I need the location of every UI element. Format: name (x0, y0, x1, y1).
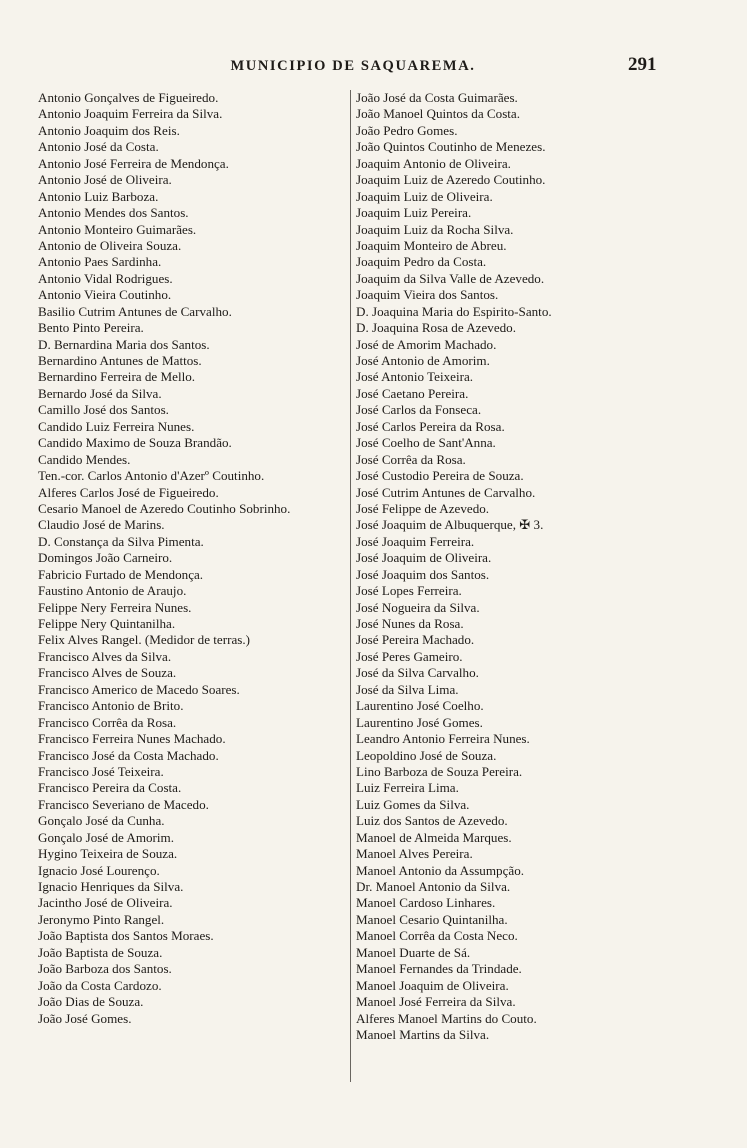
list-item: Antonio José da Costa. (38, 139, 159, 155)
list-item: Candido Luiz Ferreira Nunes. (38, 418, 195, 434)
list-item: D. Bernardina Maria dos Santos. (38, 336, 210, 352)
list-item: Manoel Corrêa da Costa Neco. (356, 928, 518, 944)
list-item: Joaquim Pedro da Costa. (356, 254, 487, 270)
list-item: Laurentino José Gomes. (356, 714, 483, 730)
list-item: Faustino Antonio de Araujo. (38, 583, 187, 599)
list-item: João Baptista de Souza. (38, 944, 163, 960)
list-item: José Caetano Pereira. (356, 385, 469, 401)
list-item: Luiz Ferreira Lima. (356, 780, 459, 796)
list-item: Joaquim Antonio de Oliveira. (356, 155, 511, 171)
list-item: D. Constança da Silva Pimenta. (38, 533, 204, 549)
list-item: José da Silva Lima. (356, 681, 459, 697)
list-item: José Corrêa da Rosa. (356, 451, 466, 467)
list-item: José Antonio Teixeira. (356, 369, 474, 385)
list-item: João da Costa Cardozo. (38, 977, 162, 993)
list-item: José Joaquim dos Santos. (356, 566, 490, 582)
list-item: Bernardo José da Silva. (38, 385, 162, 401)
list-item: Jeronymo Pinto Rangel. (38, 911, 165, 927)
list-item: Ignacio José Lourenço. (38, 862, 160, 878)
list-item: José Nunes da Rosa. (356, 616, 464, 631)
list-item: Lino Barboza de Souza Pereira. (356, 763, 523, 779)
page-number: 291 (628, 54, 657, 75)
list-item: Claudio José de Marins. (38, 517, 165, 533)
list-item: Hygino Teixeira de Souza. (38, 846, 178, 862)
list-item: Francisco Alves de Souza. (38, 665, 177, 681)
list-item: D. Joaquina Rosa de Azevedo. (356, 320, 516, 336)
running-title: MUNICIPIO DE SAQUAREMA. (230, 58, 476, 74)
list-item: José Coelho de Sant'Anna. (356, 435, 496, 451)
list-item: Ten.-cor. Carlos Antonio d'Azerº Coutinho. (38, 468, 265, 484)
list-item: Antonio Vieira Coutinho. (38, 287, 172, 303)
list-item: Bento Pinto Pereira. (38, 320, 144, 336)
list-item: Bernardino Antunes de Mattos. (38, 353, 202, 368)
list-item: Felix Alves Rangel. (Medidor de terras.) (38, 632, 250, 648)
list-item: José Custodio Pereira de Souza. (356, 468, 524, 484)
list-item: José Antonio de Amorim. (356, 353, 490, 368)
list-item: José Joaquim Ferreira. (356, 533, 475, 549)
list-item: Manoel Joaquim de Oliveira. (356, 977, 509, 993)
list-item: Antonio José Ferreira de Mendonça. (38, 155, 229, 171)
list-item: Candido Mendes. (38, 451, 131, 467)
list-item: Alferes Manoel Martins do Couto. (356, 1010, 537, 1026)
list-item: Luiz dos Santos de Azevedo. (356, 813, 508, 829)
list-item: Francisco Alves da Silva. (38, 648, 172, 664)
list-item: Francisco Americo de Macedo Soares. (38, 681, 240, 697)
list-item: Francisco Antonio de Brito. (38, 698, 184, 714)
list-item: Francisco Ferreira Nunes Machado. (38, 731, 226, 747)
list-item: Antonio Monteiro Guimarães. (38, 221, 197, 237)
list-item: Joaquim Luiz da Rocha Silva. (356, 221, 514, 237)
list-item: Antonio Joaquim dos Reis. (38, 122, 180, 138)
list-item: José Joaquim de Albuquerque, ✠ 3. (356, 517, 544, 533)
list-item: Manoel Alves Pereira. (356, 846, 473, 862)
list-item: Gonçalo José da Cunha. (38, 813, 165, 829)
list-item: Felippe Nery Ferreira Nunes. (38, 599, 192, 615)
list-item: João Manoel Quintos da Costa. (356, 106, 521, 122)
list-item: Manoel Martins da Silva. (356, 1026, 490, 1042)
list-item: Antonio Mendes dos Santos. (38, 205, 189, 221)
list-item: José Carlos da Fonseca. (356, 402, 482, 418)
list-item: Camillo José dos Santos. (38, 402, 169, 418)
list-item: João José Gomes. (38, 1010, 132, 1026)
list-item: José Cutrim Antunes de Carvalho. (356, 484, 536, 500)
page-header (0, 54, 747, 80)
list-item: Joaquim Luiz Pereira. (356, 205, 472, 221)
list-item: Francisco José Teixeira. (38, 763, 164, 779)
list-item: Alferes Carlos José de Figueiredo. (38, 484, 219, 500)
list-item: Cesario Manoel de Azeredo Coutinho Sobrinho. (38, 500, 291, 516)
list-item: Francisco Corrêa da Rosa. (38, 714, 177, 730)
list-item: João Barboza dos Santos. (38, 961, 172, 977)
list-item: Antonio Luiz Barboza. (38, 188, 159, 204)
list-item: João Baptista dos Santos Moraes. (38, 928, 214, 944)
list-item: Joaquim Vieira dos Santos. (356, 287, 499, 303)
list-item: Manoel Antonio da Assumpção. (356, 862, 525, 878)
list-item: José Joaquim de Oliveira. (356, 550, 492, 566)
list-item: Gonçalo José de Amorim. (38, 829, 175, 845)
list-item: Leandro Antonio Ferreira Nunes. (356, 731, 530, 747)
list-item: Manoel José Ferreira da Silva. (356, 994, 516, 1010)
list-item: Luiz Gomes da Silva. (356, 796, 470, 812)
list-item: Antonio Paes Sardinha. (38, 254, 162, 270)
list-item: José de Amorim Machado. (356, 336, 497, 352)
list-item: José Lopes Ferreira. (356, 583, 462, 599)
list-item: João Dias de Souza. (38, 994, 144, 1010)
list-item: Ignacio Henriques da Silva. (38, 879, 184, 895)
list-item: Manoel de Almeida Marques. (356, 829, 512, 845)
list-item: Basilio Cutrim Antunes de Carvalho. (38, 303, 232, 319)
list-item: Francisco Pereira da Costa. (38, 780, 182, 796)
list-item: Joaquim da Silva Valle de Azevedo. (356, 270, 545, 286)
list-item: Manoel Duarte de Sá. (356, 944, 471, 960)
list-item: Felippe Nery Quintanilha. (38, 616, 176, 632)
list-item: José da Silva Carvalho. (356, 665, 479, 681)
list-item: Joaquim Luiz de Oliveira. (356, 188, 493, 204)
list-item: João José da Costa Guimarães. (356, 90, 518, 105)
list-item: Antonio Gonçalves de Figueiredo. (38, 90, 219, 105)
list-item: Joaquim Luiz de Azeredo Coutinho. (356, 172, 546, 188)
list-item: Leopoldino José de Souza. (356, 747, 497, 763)
list-item: José Felippe de Azevedo. (356, 500, 490, 516)
list-item: Antonio José de Oliveira. (38, 172, 172, 188)
list-item: Manoel Fernandes da Trindade. (356, 961, 522, 977)
list-item: Antonio Vidal Rodrigues. (38, 270, 173, 286)
list-item: Antonio de Oliveira Souza. (38, 237, 182, 253)
list-item: Francisco José da Costa Machado. (38, 747, 219, 763)
column-divider (350, 90, 351, 1082)
list-item: Manoel Cesario Quintanilha. (356, 911, 508, 927)
list-item: Fabricio Furtado de Mendonça. (38, 566, 204, 582)
list-item: João Quintos Coutinho de Menezes. (356, 139, 546, 155)
list-item: Candido Maximo de Souza Brandão. (38, 435, 232, 451)
list-item: José Nogueira da Silva. (356, 599, 480, 615)
list-item: Antonio Joaquim Ferreira da Silva. (38, 106, 223, 122)
list-item: José Carlos Pereira da Rosa. (356, 418, 505, 434)
list-item: D. Joaquina Maria do Espirito-Santo. (356, 303, 552, 319)
list-item: Manoel Cardoso Linhares. (356, 895, 496, 911)
list-item: Dr. Manoel Antonio da Silva. (356, 879, 511, 894)
list-item: João Pedro Gomes. (356, 122, 458, 138)
list-item: José Pereira Machado. (356, 632, 475, 648)
list-item: Joaquim Monteiro de Abreu. (356, 237, 507, 253)
list-item: Francisco Severiano de Macedo. (38, 796, 209, 812)
list-item: Jacintho José de Oliveira. (38, 895, 173, 911)
list-item: Bernardino Ferreira de Mello. (38, 369, 196, 385)
list-item: Domingos João Carneiro. (38, 550, 173, 566)
list-item: José Peres Gameiro. (356, 648, 463, 664)
left-name-column (38, 90, 354, 1027)
right-name-column (356, 90, 626, 1043)
list-item: Laurentino José Coelho. (356, 698, 484, 714)
